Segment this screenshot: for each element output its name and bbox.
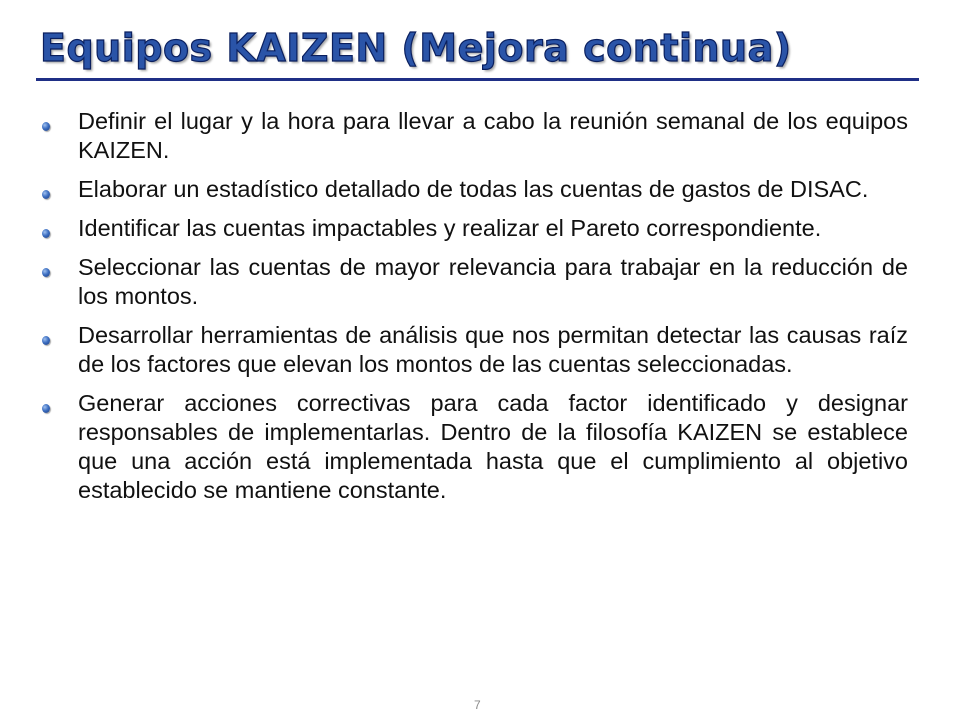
sphere-bullet-icon (42, 268, 50, 277)
page-number: 7 (474, 698, 481, 712)
bullet-text: Identificar las cuentas impactables y realizar el Pareto correspondiente. (78, 215, 822, 241)
sphere-bullet-icon (42, 229, 50, 238)
bullet-item (36, 389, 908, 505)
bullet-item (36, 253, 908, 311)
bullet-text: Seleccionar las cuentas de mayor relevancia para trabajar en la reducción de los montos. (78, 254, 908, 309)
sphere-bullet-icon (42, 404, 50, 413)
bullet-item (36, 214, 908, 243)
bullet-item (36, 321, 908, 379)
bullet-text: Elaborar un estadístico detallado de todas las cuentas de gastos de DISAC. (78, 176, 869, 202)
sphere-bullet-icon (42, 122, 50, 131)
bullet-text: Generar acciones correctivas para cada factor identificado y designar responsables de implementarlas. Dentro de la filosofía KAIZEN se establece que una acción está implementada hasta que el cumplimiento al objetivo establecido se mantiene constante. (78, 390, 908, 503)
bullet-text: Definir el lugar y la hora para llevar a cabo la reunión semanal de los equipos KAIZEN. (78, 108, 908, 163)
bullet-list (36, 107, 908, 515)
sphere-bullet-icon (42, 336, 50, 345)
bullet-text: Desarrollar herramientas de análisis que nos permitan detectar las causas raíz de los factores que elevan los montos de las cuentas seleccionadas. (78, 322, 908, 377)
sphere-bullet-icon (42, 190, 50, 199)
slide-title: Equipos KAIZEN (Mejora continua) (40, 26, 792, 70)
bullet-item (36, 175, 908, 204)
title-underline (36, 78, 919, 81)
bullet-item (36, 107, 908, 165)
